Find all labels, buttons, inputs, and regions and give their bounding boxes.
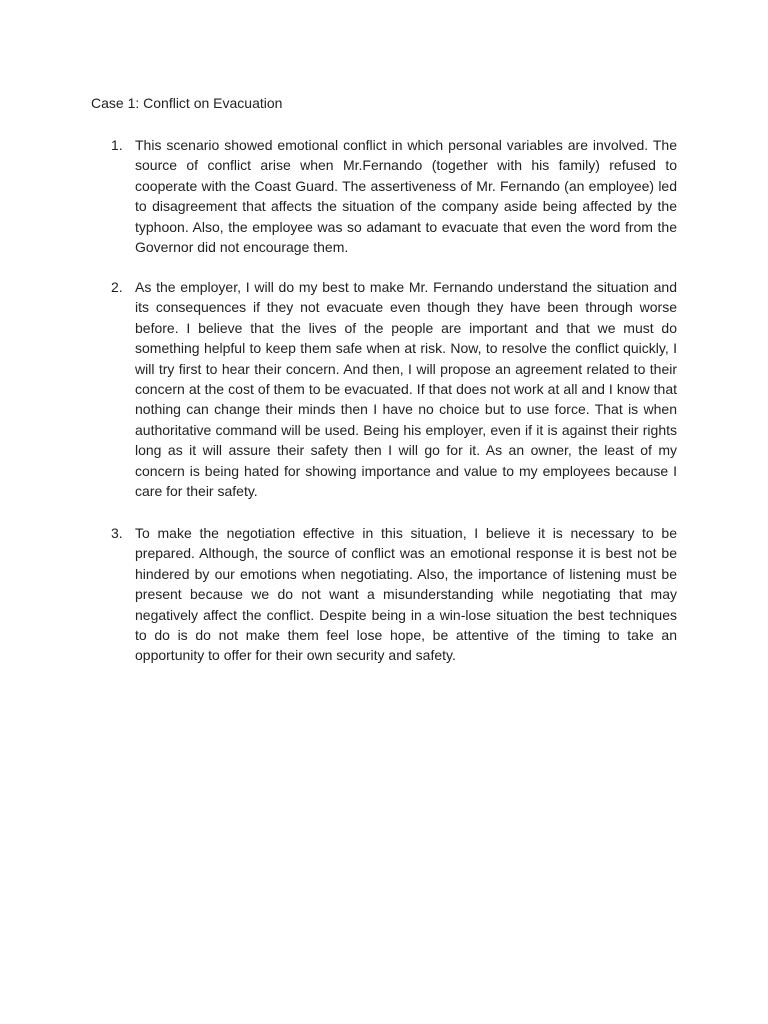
list-item-number: 1.: [111, 137, 123, 153]
list-item-number: 2.: [111, 279, 123, 295]
list-item: [111, 523, 677, 666]
list-item: [111, 277, 677, 501]
list-item-text: As the employer, I will do my best to make Mr. Fernando understand the situation and its consequences if they not evacuate even though they have been through worse before. I believe that the lives of the people are important and that we must do something helpful to keep them safe when at risk. Now, to resolve the conflict quickly, I will try first to hear their concern. And then, I will propose an agreement related to their concern at the cost of them to be evacuated. If that does not work at all and I know that nothing can change their minds then I have no choice but to use force. That is when authoritative command will be used. Being his employer, even if it is against their rights long as it will assure their safety then I will go for it. As an owner, the least of my concern is being hated for showing importance and value to my employees because I care for their safety.: [135, 279, 677, 500]
list-item-text: To make the negotiation effective in this situation, I believe it is necessary to be prepared. Although, the source of conflict was an emotional response it is best not be hindered by our emotions when negotiating. Also, the importance of listening must be present because we do not want a misunderstanding while negotiating that may negatively affect the conflict. Despite being in a win-lose situation the best techniques to do is do not make them feel lose hope, be attentive of the timing to take an opportunity to offer for their own security and safety.: [135, 525, 677, 664]
list-item: [111, 135, 677, 257]
document-title: Case 1: Conflict on Evacuation: [91, 95, 283, 111]
list-item-text: This scenario showed emotional conflict in which personal variables are involved. The source of conflict arise when Mr.Fernando (together with his family) refused to cooperate with the Coast Guard. The assertiveness of Mr. Fernando (an employee) led to disagreement that affects the situation of the company aside being affected by the typhoon. Also, the employee was so adamant to evacuate that even the word from the Governor did not encourage them.: [135, 137, 677, 256]
list-item-number: 3.: [111, 525, 123, 541]
